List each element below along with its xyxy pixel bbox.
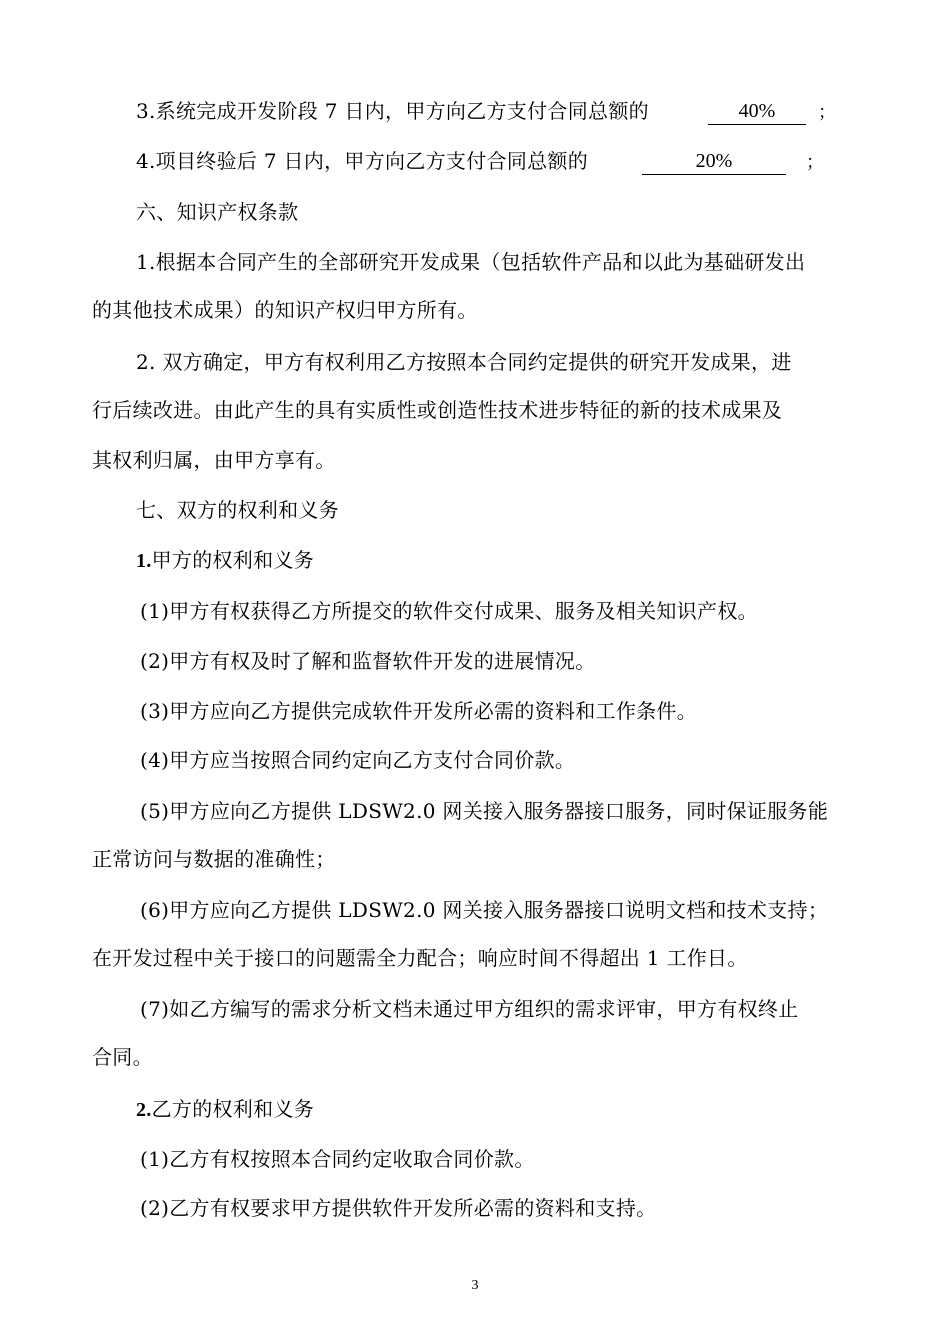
party-b-heading: [136, 1095, 314, 1124]
party-a-item-6-line1: (6)甲方应向乙方提供 LDSW2.0 网关接入服务器接口说明文档和技术支持；: [140, 898, 829, 922]
party-a-item-1: (1)甲方有权获得乙方所提交的软件交付成果、服务及相关知识产权。: [140, 599, 758, 623]
section-6-p2-line1: 2. 双方确定，甲方有权利用乙方按照本合同约定提供的研究开发成果，进: [136, 350, 792, 374]
payment-item-4-end: ；: [806, 152, 824, 173]
payment-item-3: 3.系统完成开发阶段 7 日内，甲方向乙方支付合同总额的: [136, 99, 649, 123]
party-a-title: 甲方的权利和义务: [151, 548, 315, 572]
section-7-heading: 七、双方的权利和义务: [136, 498, 339, 522]
party-b-item-1: (1)乙方有权按照本合同约定收取合同价款。: [140, 1147, 535, 1171]
payment-item-4: 4.项目终验后 7 日内，甲方向乙方支付合同总额的: [136, 149, 589, 173]
party-a-heading: [136, 546, 314, 575]
party-b-item-2: (2)乙方有权要求甲方提供软件开发所必需的资料和支持。: [140, 1196, 657, 1220]
party-a-item-3: (3)甲方应向乙方提供完成软件开发所必需的资料和工作条件。: [140, 699, 698, 723]
payment-item-3-end: ；: [818, 102, 836, 123]
party-b-title: 乙方的权利和义务: [151, 1097, 315, 1121]
section-6-p2-line3: 其权利归属，由甲方享有。: [92, 448, 336, 472]
party-a-number: 1.: [136, 550, 152, 572]
payment-item-3-value: 40%: [708, 98, 806, 125]
party-a-item-4: (4)甲方应当按照合同约定向乙方支付合同价款。: [140, 748, 576, 772]
party-a-item-5-line1: (5)甲方应向乙方提供 LDSW2.0 网关接入服务器接口服务，同时保证服务能: [140, 799, 829, 823]
section-6-p2-line2: 行后续改进。由此产生的具有实质性或创造性技术进步特征的新的技术成果及: [92, 398, 783, 422]
party-a-item-5-line2: 正常访问与数据的准确性；: [92, 847, 336, 871]
page-number: 3: [471, 1278, 479, 1293]
section-6-p1-line2: 的其他技术成果）的知识产权归甲方所有。: [92, 298, 478, 322]
party-b-number: 2.: [136, 1099, 152, 1121]
section-6-heading: 六、知识产权条款: [136, 200, 299, 224]
party-a-item-2: (2)甲方有权及时了解和监督软件开发的进展情况。: [140, 649, 596, 673]
party-a-item-6-line2: 在开发过程中关于接口的问题需全力配合；响应时间不得超出 1 工作日。: [92, 946, 748, 970]
party-a-item-7-line1: (7)如乙方编写的需求分析文档未通过甲方组织的需求评审，甲方有权终止: [140, 997, 799, 1021]
payment-item-4-value: 20%: [642, 148, 786, 175]
party-a-item-7-line2: 合同。: [92, 1045, 153, 1069]
section-6-p1-line1: 1.根据本合同产生的全部研究开发成果（包括软件产品和以此为基础研发出: [136, 250, 806, 274]
